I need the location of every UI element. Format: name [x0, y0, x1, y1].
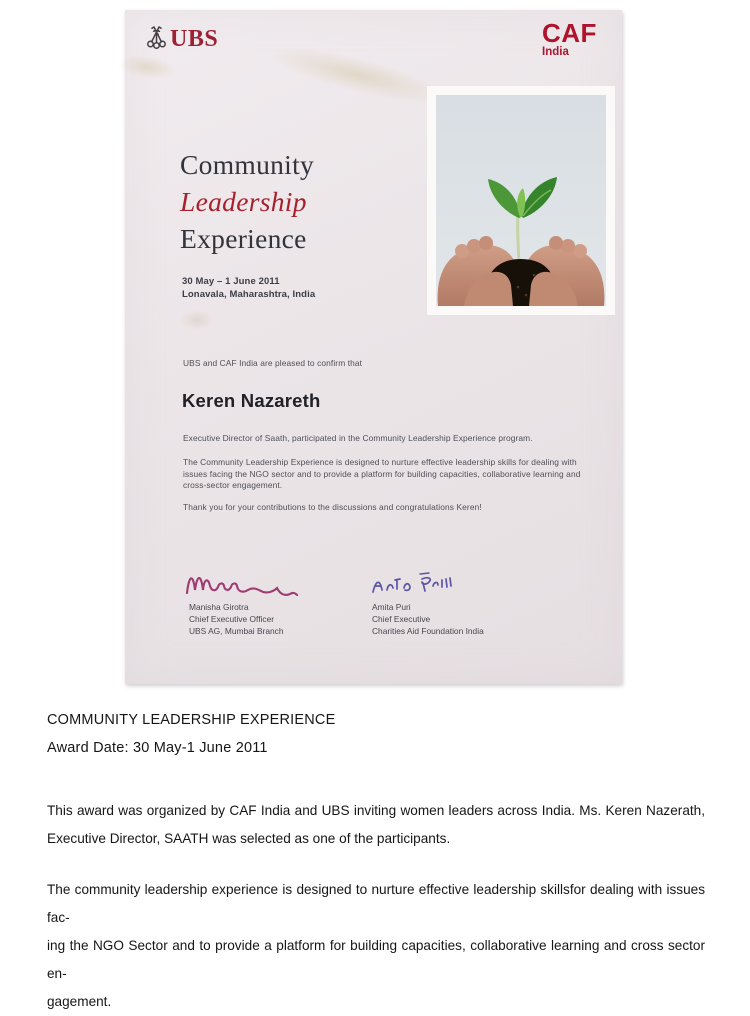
- paper-stain: [264, 36, 452, 114]
- confirm-line: UBS and CAF India are pleased to confirm that: [183, 358, 363, 368]
- caf-india-logo: [542, 20, 597, 59]
- paragraph-line: Executive Director, SAATH was selected as one of the participants.: [47, 831, 451, 846]
- certificate-scan: [125, 10, 622, 684]
- signatory-name: Amita Puri: [372, 602, 411, 612]
- event-location: Lonavala, Maharashtra, India: [182, 288, 316, 300]
- signature-amita-puri: [367, 570, 462, 605]
- paragraph-line: gagement.: [47, 994, 112, 1009]
- signatory-org: UBS AG, Mumbai Branch: [189, 626, 284, 636]
- summary-paragraph-2: [47, 876, 705, 1016]
- summary-award-date: Award Date: 30 May-1 June 2011: [47, 740, 268, 756]
- seedling-photo: [427, 86, 615, 315]
- certificate-title: [180, 146, 314, 257]
- caf-india-label: India: [542, 46, 569, 58]
- ubs-keys-icon: [146, 23, 167, 55]
- paragraph-line: This award was organized by CAF India and UBS inviting women leaders across India. Ms. Keren Nazerath,: [47, 803, 705, 818]
- caf-wordmark: CAF: [542, 18, 597, 48]
- recipient-role-line: Executive Director of Saath, participated in the Community Leadership Experience program.: [183, 433, 533, 443]
- hands-seedling-illustration: [436, 95, 606, 306]
- paper-stain: [116, 52, 178, 82]
- recipient-name: Keren Nazareth: [182, 390, 321, 411]
- title-line-leadership: Leadership: [180, 186, 307, 217]
- ubs-wordmark: UBS: [170, 26, 219, 52]
- thanks-line: Thank you for your contributions to the discussions and congratulations Keren!: [183, 502, 482, 512]
- signatory-org: Charities Aid Foundation India: [372, 626, 484, 636]
- ubs-logo: [146, 23, 218, 55]
- summary-heading: COMMUNITY LEADERSHIP EXPERIENCE: [47, 712, 336, 728]
- signatory-title: Chief Executive: [372, 614, 431, 624]
- title-line-community: Community: [180, 149, 315, 180]
- event-date: 30 May – 1 June 2011: [182, 276, 280, 287]
- event-details: [182, 276, 315, 301]
- title-line-experience: Experience: [180, 223, 307, 254]
- signatory-title: Chief Executive Officer: [189, 614, 275, 624]
- paragraph-line: The community leadership experience is designed to nurture effective leadership skillsfor dealing with issues fac-: [47, 882, 705, 925]
- paragraph-line: ing the NGO Sector and to provide a platform for building capacities, collaborative learning and cross sector en-: [47, 938, 705, 981]
- signature-manisha-girotra: [183, 566, 303, 605]
- signatory-name: Manisha Girotra: [189, 602, 249, 612]
- summary-paragraph-1: [47, 797, 705, 853]
- paper-stain: [180, 310, 214, 330]
- signatory-block-right: [372, 601, 484, 637]
- signatory-block-left: [189, 601, 284, 637]
- summary-heading-block: [47, 706, 705, 762]
- program-description: The Community Leadership Experience is designed to nurture effective leadership skills for dealing with issues facing the NGO sector and to provide a platform for building capacities, collaborative learning and cross-sector engagement.: [183, 457, 581, 491]
